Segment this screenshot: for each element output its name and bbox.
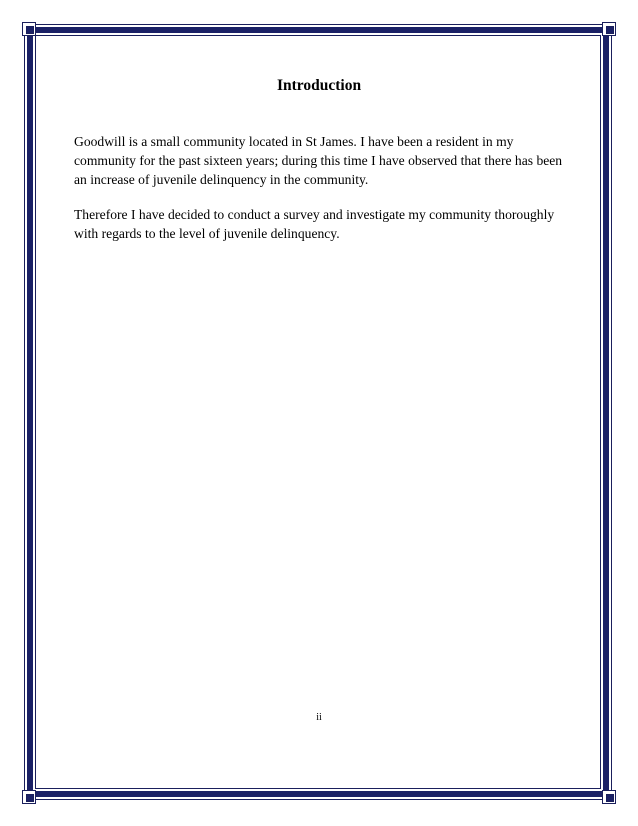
corner-ornament-bottom-left — [22, 790, 36, 804]
corner-ornament-top-right — [602, 22, 616, 36]
paragraph-2: Therefore I have decided to conduct a survey and investigate my community thoroughly with regards to the level of juvenile delinquency. — [74, 207, 555, 241]
page-title: Introduction — [276, 77, 362, 94]
corner-ornament-top-left — [22, 22, 36, 36]
corner-ornament-bottom-right — [602, 790, 616, 804]
page-number: ii — [316, 712, 322, 723]
paragraph-1: Goodwill is a small community located in St James. I have been a resident in my community for the past sixteen years; during this time I have observed that there has been an increase of juvenile delinquency in the community. — [74, 134, 563, 187]
body-text — [74, 132, 574, 259]
